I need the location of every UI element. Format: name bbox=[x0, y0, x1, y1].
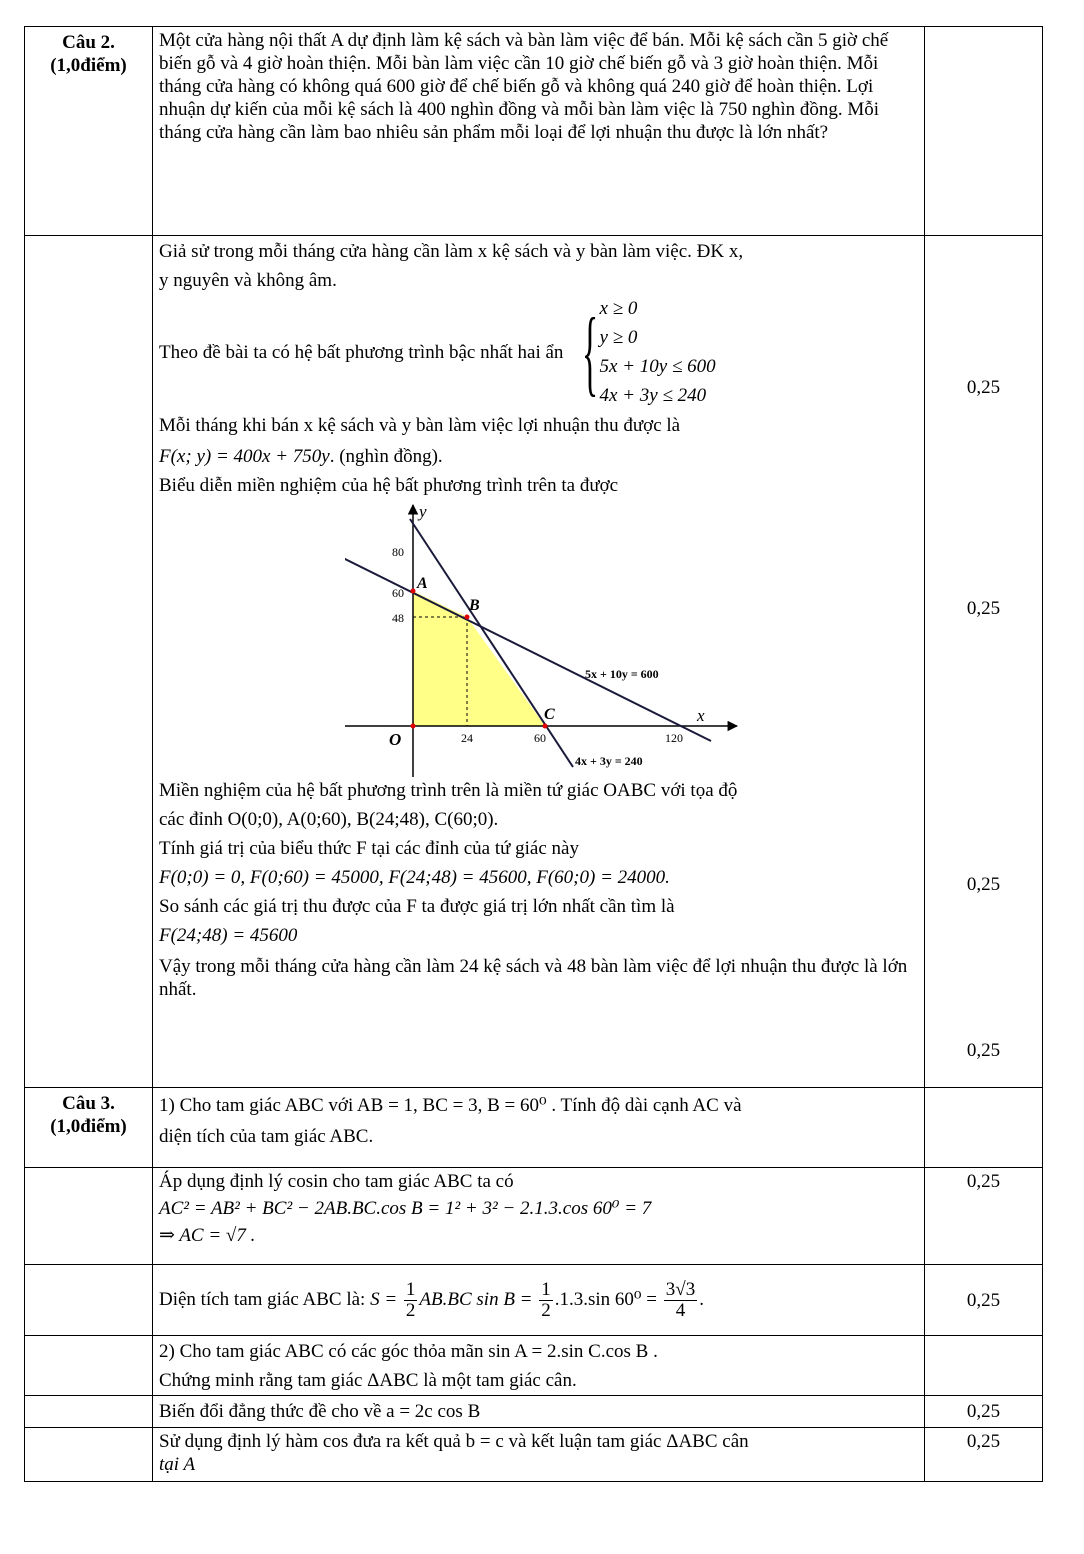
point-a-label: A bbox=[417, 575, 428, 592]
q3-s2-end: . bbox=[699, 1288, 704, 1310]
q2-graph-intro: Biểu diễn miền nghiệm của hệ bất phương trình trên ta được bbox=[159, 475, 619, 496]
q3-score-4: 0,25 bbox=[925, 1428, 1043, 1482]
q2-score-4: 0,25 bbox=[966, 1040, 1001, 1061]
q2-problem-row bbox=[25, 27, 1043, 236]
q2-label: Câu 2. bbox=[62, 32, 115, 53]
q2-s3-line6: F(24;48) = 45600 bbox=[159, 925, 298, 946]
q3-p2-line1: 2) Cho tam giác ABC có các góc thỏa mãn sin A = 2.sin C.cos B . bbox=[159, 1341, 658, 1362]
q2-problem-text: Một cửa hàng nội thất A dự định làm kệ sách và bàn làm việc để bán. Mỗi kệ sách cần 5 giờ chế biến gỗ và 4 giờ hoàn thiện. Mỗi bàn làm việc cần 10 giờ chế biến gỗ và 3 giờ hoàn thiện. Mỗi tháng cửa hàng có không quá 600 giờ để chế biến gỗ và không quá 240 giờ để hoàn thiện. Lợi nhuận dự kiến của mỗi kệ sách là 400 nghìn đồng và mỗi bàn làm việc là 750 nghìn đồng. Mỗi tháng cửa hàng cần làm bao nhiêu sản phẩm mỗi loại để lợi nhuận thu được là lớn nhất? bbox=[153, 27, 925, 236]
tick-60x: 60 bbox=[534, 731, 546, 745]
q3-p2-row bbox=[25, 1336, 1043, 1396]
q3-s4-line2: tại A bbox=[159, 1454, 196, 1475]
q2-s4-text: Vậy trong mỗi tháng cửa hàng cần làm 24 kệ sách và 48 bàn làm việc để lợi nhuận thu được là lớn nhất. bbox=[159, 956, 908, 1000]
point-c-label: C bbox=[544, 706, 555, 723]
inequality-system bbox=[567, 294, 715, 410]
q3-s4-line1: Sử dụng định lý hàm cos đưa ra kết quả b = c và kết luận tam giác ΔABC cân bbox=[159, 1431, 749, 1452]
q2-solution-blank bbox=[25, 236, 153, 1088]
q3-s4-blank bbox=[25, 1428, 153, 1482]
tick-60y: 60 bbox=[392, 586, 404, 600]
q2-profit-intro: Mỗi tháng khi bán x kệ sách và y bàn làm việc lợi nhuận thu được là bbox=[159, 415, 681, 436]
q2-s3-line1: Miền nghiệm của hệ bất phương trình trên là miền tứ giác OABC với tọa độ bbox=[159, 780, 738, 801]
q2-score-1: 0,25 bbox=[966, 377, 1001, 398]
q3-s1-line1: Áp dụng định lý cosin cho tam giác ABC ta có bbox=[159, 1171, 514, 1192]
q3-s2-S: S = bbox=[370, 1288, 398, 1310]
q3-p2-blank bbox=[25, 1336, 153, 1396]
brace-icon: { bbox=[582, 298, 599, 405]
q3-s4-cell bbox=[153, 1428, 925, 1482]
point-b bbox=[465, 615, 470, 620]
q3-score-3: 0,25 bbox=[925, 1396, 1043, 1428]
line2-label: 4x + 3y = 240 bbox=[575, 754, 643, 768]
q3-s3-row bbox=[25, 1396, 1043, 1428]
q3-p1-score bbox=[925, 1088, 1043, 1168]
tick-80: 80 bbox=[392, 545, 404, 559]
ineq-2: y ≥ 0 bbox=[599, 327, 638, 348]
q2-system-intro: Theo đề bài ta có hệ bất phương trình bậc nhất hai ẩn bbox=[159, 341, 564, 363]
q2-s3-line5: So sánh các giá trị thu được của F ta được giá trị lớn nhất cần tìm là bbox=[159, 896, 675, 917]
frac-half-2: $\frac{1}{2}$ bbox=[541, 1278, 551, 1321]
point-a bbox=[411, 589, 416, 594]
q3-s1-line2: AC² = AB² + BC² − 2AB.BC.cos B = 1² + 3² − 2.1.3.cos 60⁰ = 7 bbox=[159, 1198, 652, 1219]
point-c bbox=[543, 724, 548, 729]
q2-profit-unit: . (nghìn đồng). bbox=[329, 446, 443, 467]
q2-profit-formula: F(x; y) = 400x + 750y bbox=[159, 446, 330, 467]
q3-s3-blank bbox=[25, 1396, 153, 1428]
q3-label: Câu 3. bbox=[62, 1093, 115, 1114]
q3-score-2: 0,25 bbox=[925, 1265, 1043, 1336]
origin-label: O bbox=[389, 730, 402, 749]
q3-s1-line3: ⇒ AC = √7 . bbox=[159, 1225, 256, 1246]
solution-region-graph bbox=[345, 499, 745, 777]
axis-x-label: x bbox=[697, 706, 705, 725]
point-o bbox=[411, 724, 416, 729]
q3-p1-line2: diện tích của tam giác ABC. bbox=[159, 1126, 374, 1147]
q3-label-cell bbox=[25, 1088, 153, 1168]
q3-s3-text: Biến đổi đẳng thức đề cho về a = 2c cos B bbox=[153, 1396, 925, 1428]
frac-3sqrt3-4: $\frac{3√3}{4}$ bbox=[665, 1278, 696, 1321]
tick-120: 120 bbox=[665, 731, 683, 745]
line1-label: 5x + 10y = 600 bbox=[585, 667, 659, 681]
q3-s1-row bbox=[25, 1168, 1043, 1265]
q3-s2-mid2: .1.3.sin 60⁰ = bbox=[554, 1288, 658, 1310]
ineq-1: x ≥ 0 bbox=[599, 298, 638, 319]
tick-24: 24 bbox=[461, 731, 473, 745]
q2-points: (1,0điểm) bbox=[50, 55, 127, 76]
q2-system-block bbox=[159, 294, 918, 410]
q3-score-1: 0,25 bbox=[925, 1168, 1043, 1265]
q3-s1-blank bbox=[25, 1168, 153, 1265]
frac-half-1: $\frac{1}{2}$ bbox=[405, 1278, 416, 1321]
q3-s2-mid: AB.BC sin B = bbox=[419, 1288, 533, 1310]
point-b-label: B bbox=[469, 597, 480, 614]
q3-problem-row bbox=[25, 1088, 1043, 1168]
q2-solution-cell bbox=[153, 236, 925, 1088]
q3-s2-cell bbox=[153, 1265, 925, 1336]
q2-s1-line2: y nguyên và không âm. bbox=[159, 270, 337, 291]
q2-s3-line3: Tính giá trị của biểu thức F tại các đỉnh của tứ giác này bbox=[159, 838, 579, 859]
q3-p1-cell bbox=[153, 1088, 925, 1168]
q2-score-cell bbox=[925, 236, 1043, 1088]
tick-48: 48 bbox=[392, 611, 404, 625]
axis-y-label: y bbox=[419, 502, 427, 521]
ineq-3: 5x + 10y ≤ 600 bbox=[599, 356, 716, 377]
q3-p1-line1: 1) Cho tam giác ABC với AB = 1, BC = 3, B = 60⁰ . Tính độ dài cạnh AC và bbox=[159, 1095, 742, 1116]
q3-p2-line2: Chứng minh rằng tam giác ΔABC là một tam giác cân. bbox=[159, 1370, 577, 1391]
q2-score-2: 0,25 bbox=[966, 598, 1001, 619]
q3-s2-row bbox=[25, 1265, 1043, 1336]
q3-p2-score bbox=[925, 1336, 1043, 1396]
q3-s2-prefix: Diện tích tam giác ABC là: bbox=[159, 1288, 371, 1310]
q2-label-cell bbox=[25, 27, 153, 236]
answer-table bbox=[24, 26, 1043, 1482]
q2-problem-score bbox=[925, 27, 1043, 236]
q2-s3-line4: F(0;0) = 0, F(0;60) = 45000, F(24;48) = 45600, F(60;0) = 24000. bbox=[159, 867, 670, 888]
q2-score-3: 0,25 bbox=[966, 874, 1001, 895]
q3-s1-cell bbox=[153, 1168, 925, 1265]
q2-profit-line bbox=[159, 445, 918, 468]
ineq-4: 4x + 3y ≤ 240 bbox=[599, 385, 707, 406]
q2-s1-line1: Giả sử trong mỗi tháng cửa hàng cần làm x kệ sách và y bàn làm việc. ĐK x, bbox=[159, 241, 744, 262]
q3-p2-cell bbox=[153, 1336, 925, 1396]
q2-s3-line2: các đỉnh O(0;0), A(0;60), B(24;48), C(60;0). bbox=[159, 809, 499, 830]
q3-points: (1,0điểm) bbox=[50, 1116, 127, 1137]
q3-s2-blank bbox=[25, 1265, 153, 1336]
q3-s4-row bbox=[25, 1428, 1043, 1482]
q2-solution-row bbox=[25, 236, 1043, 1088]
